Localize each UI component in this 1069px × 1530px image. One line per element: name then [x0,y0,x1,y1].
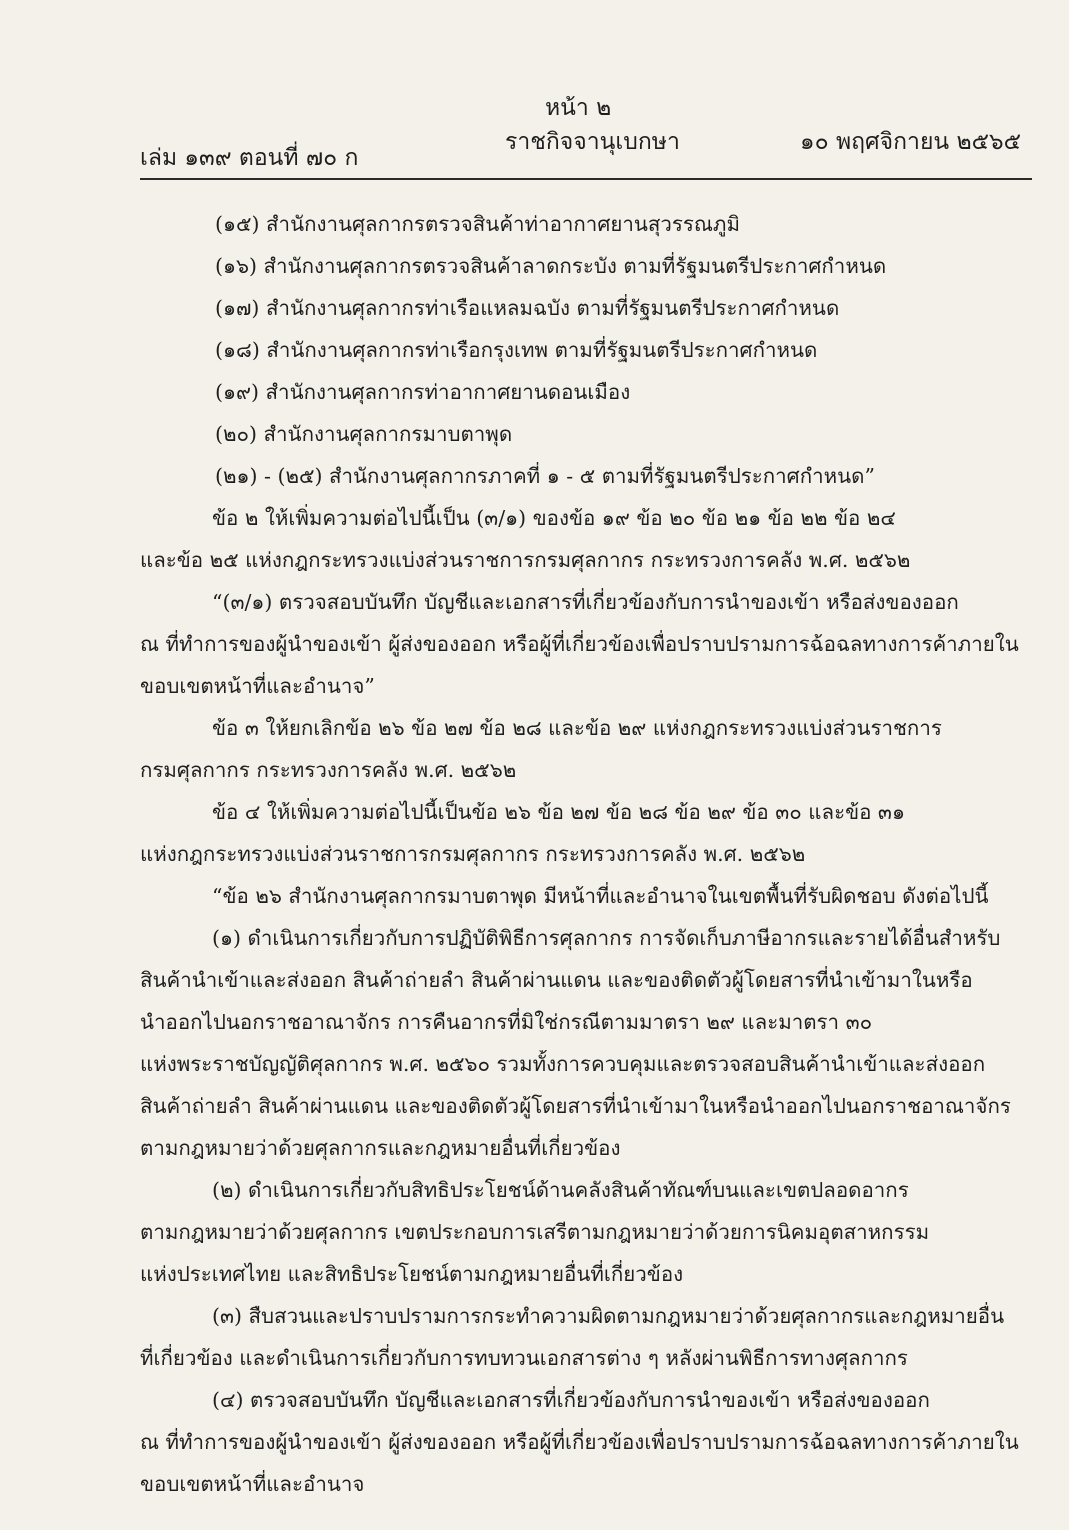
text-line: (๒๑) - (๒๕) สำนักงานศุลกากรภาคที่ ๑ - ๕ ตามที่รัฐมนตรีประกาศกำหนด” [215,464,875,488]
text-line: ณ ที่ทำการของผู้นำของเข้า ผู้ส่งของออก หรือผู้ที่เกี่ยวข้องเพื่อปราบปรามการฉ้อฉลทางการค้าภายใน [140,632,1019,656]
text-line: และข้อ ๒๕ แห่งกฎกระทรวงแบ่งส่วนราชการกรมศุลกากร กระทรวงการคลัง พ.ศ. ๒๕๖๒ [140,548,911,572]
text-line: (๔) ตรวจสอบบันทึก บัญชีและเอกสารที่เกี่ยวข้องกับการนำของเข้า หรือส่งของออก [212,1388,930,1412]
text-line: (๑๘) สำนักงานศุลกากรท่าเรือกรุงเทพ ตามที่รัฐมนตรีประกาศกำหนด [215,338,818,362]
text-line: (๒) ดำเนินการเกี่ยวกับสิทธิประโยชน์ด้านคลังสินค้าทัณฑ์บนและเขตปลอดอากร [212,1178,909,1202]
text-line: ขอบเขตหน้าที่และอำนาจ” [140,674,375,698]
text-line: นำออกไปนอกราชอาณาจักร การคืนอากรที่มิใช่กรณีตามมาตรา ๒๙ และมาตรา ๓๐ [140,1010,873,1034]
text-line: สินค้านำเข้าและส่งออก สินค้าถ่ายลำ สินค้าผ่านแดน และของติดตัวผู้โดยสารที่นำเข้ามาในหรือ [140,968,973,992]
publication-date: ๑๐ พฤศจิกายน ๒๕๖๕ [800,129,1022,155]
text-line: กรมศุลกากร กระทรวงการคลัง พ.ศ. ๒๕๖๒ [140,758,517,782]
text-line: แห่งกฎกระทรวงแบ่งส่วนราชการกรมศุลกากร กระทรวงการคลัง พ.ศ. ๒๕๖๒ [140,842,806,866]
text-line: (๑๙) สำนักงานศุลกากรท่าอากาศยานดอนเมือง [215,380,631,404]
text-line: (๒๐) สำนักงานศุลกากรมาบตาพุด [215,422,513,446]
text-line: (๑๖) สำนักงานศุลกากรตรวจสินค้าลาดกระบัง ตามที่รัฐมนตรีประกาศกำหนด [215,254,887,278]
text-line: สินค้าถ่ายลำ สินค้าผ่านแดน และของติดตัวผู้โดยสารที่นำเข้ามาในหรือนำออกไปนอกราชอาณาจักร [140,1094,1011,1118]
text-line: ตามกฎหมายว่าด้วยศุลกากรและกฎหมายอื่นที่เกี่ยวข้อง [140,1136,621,1160]
gazette-title: ราชกิจจานุเบกษา [505,129,680,155]
text-line: แห่งพระราชบัญญัติศุลกากร พ.ศ. ๒๕๖๐ รวมทั้งการควบคุมและตรวจสอบสินค้านำเข้าและส่งออก [140,1052,986,1076]
text-line: แห่งประเทศไทย และสิทธิประโยชน์ตามกฎหมายอื่นที่เกี่ยวข้อง [140,1262,684,1286]
text-line: ข้อ ๓ ให้ยกเลิกข้อ ๒๖ ข้อ ๒๗ ข้อ ๒๘ และข้อ ๒๙ แห่งกฎกระทรวงแบ่งส่วนราชการ [212,716,942,740]
text-line: ข้อ ๔ ให้เพิ่มความต่อไปนี้เป็นข้อ ๒๖ ข้อ ๒๗ ข้อ ๒๘ ข้อ ๒๙ ข้อ ๓๐ และข้อ ๓๑ [212,800,905,824]
text-line: ณ ที่ทำการของผู้นำของเข้า ผู้ส่งของออก หรือผู้ที่เกี่ยวข้องเพื่อปราบปรามการฉ้อฉลทางการค้าภายใน [140,1430,1019,1454]
text-line: (๑๗) สำนักงานศุลกากรท่าเรือแหลมฉบัง ตามที่รัฐมนตรีประกาศกำหนด [215,296,840,320]
text-line: ขอบเขตหน้าที่และอำนาจ [140,1472,365,1496]
text-line: “(๓/๑) ตรวจสอบบันทึก บัญชีและเอกสารที่เกี่ยวข้องกับการนำของเข้า หรือส่งของออก [212,590,959,614]
text-line: ที่เกี่ยวข้อง และดำเนินการเกี่ยวกับการทบทวนเอกสารต่าง ๆ หลังผ่านพิธีการทางศุลกากร [140,1346,908,1370]
page-number: หน้า ๒ [545,95,612,121]
text-line: ข้อ ๒ ให้เพิ่มความต่อไปนี้เป็น (๓/๑) ของข้อ ๑๙ ข้อ ๒๐ ข้อ ๒๑ ข้อ ๒๒ ข้อ ๒๔ [212,506,896,530]
text-line: (๓) สืบสวนและปราบปรามการกระทำความผิดตามกฎหมายว่าด้วยศุลกากรและกฎหมายอื่น [212,1304,1005,1328]
text-line: ตามกฎหมายว่าด้วยศุลกากร เขตประกอบการเสรีตามกฎหมายว่าด้วยการนิคมอุตสาหกรรม [140,1220,930,1244]
volume-issue: เล่ม ๑๓๙ ตอนที่ ๗๐ ก [140,145,359,171]
header-rule [140,178,1032,180]
text-line: (๑๕) สำนักงานศุลกากรตรวจสินค้าท่าอากาศยานสุวรรณภูมิ [215,212,740,236]
text-line: “ข้อ ๒๖ สำนักงานศุลกากรมาบตาพุด มีหน้าที่และอำนาจในเขตพื้นที่รับผิดชอบ ดังต่อไปนี้ [212,884,989,908]
text-line: (๑) ดำเนินการเกี่ยวกับการปฏิบัติพิธีการศุลกากร การจัดเก็บภาษีอากรและรายได้อื่นสำหรับ [212,926,1001,950]
